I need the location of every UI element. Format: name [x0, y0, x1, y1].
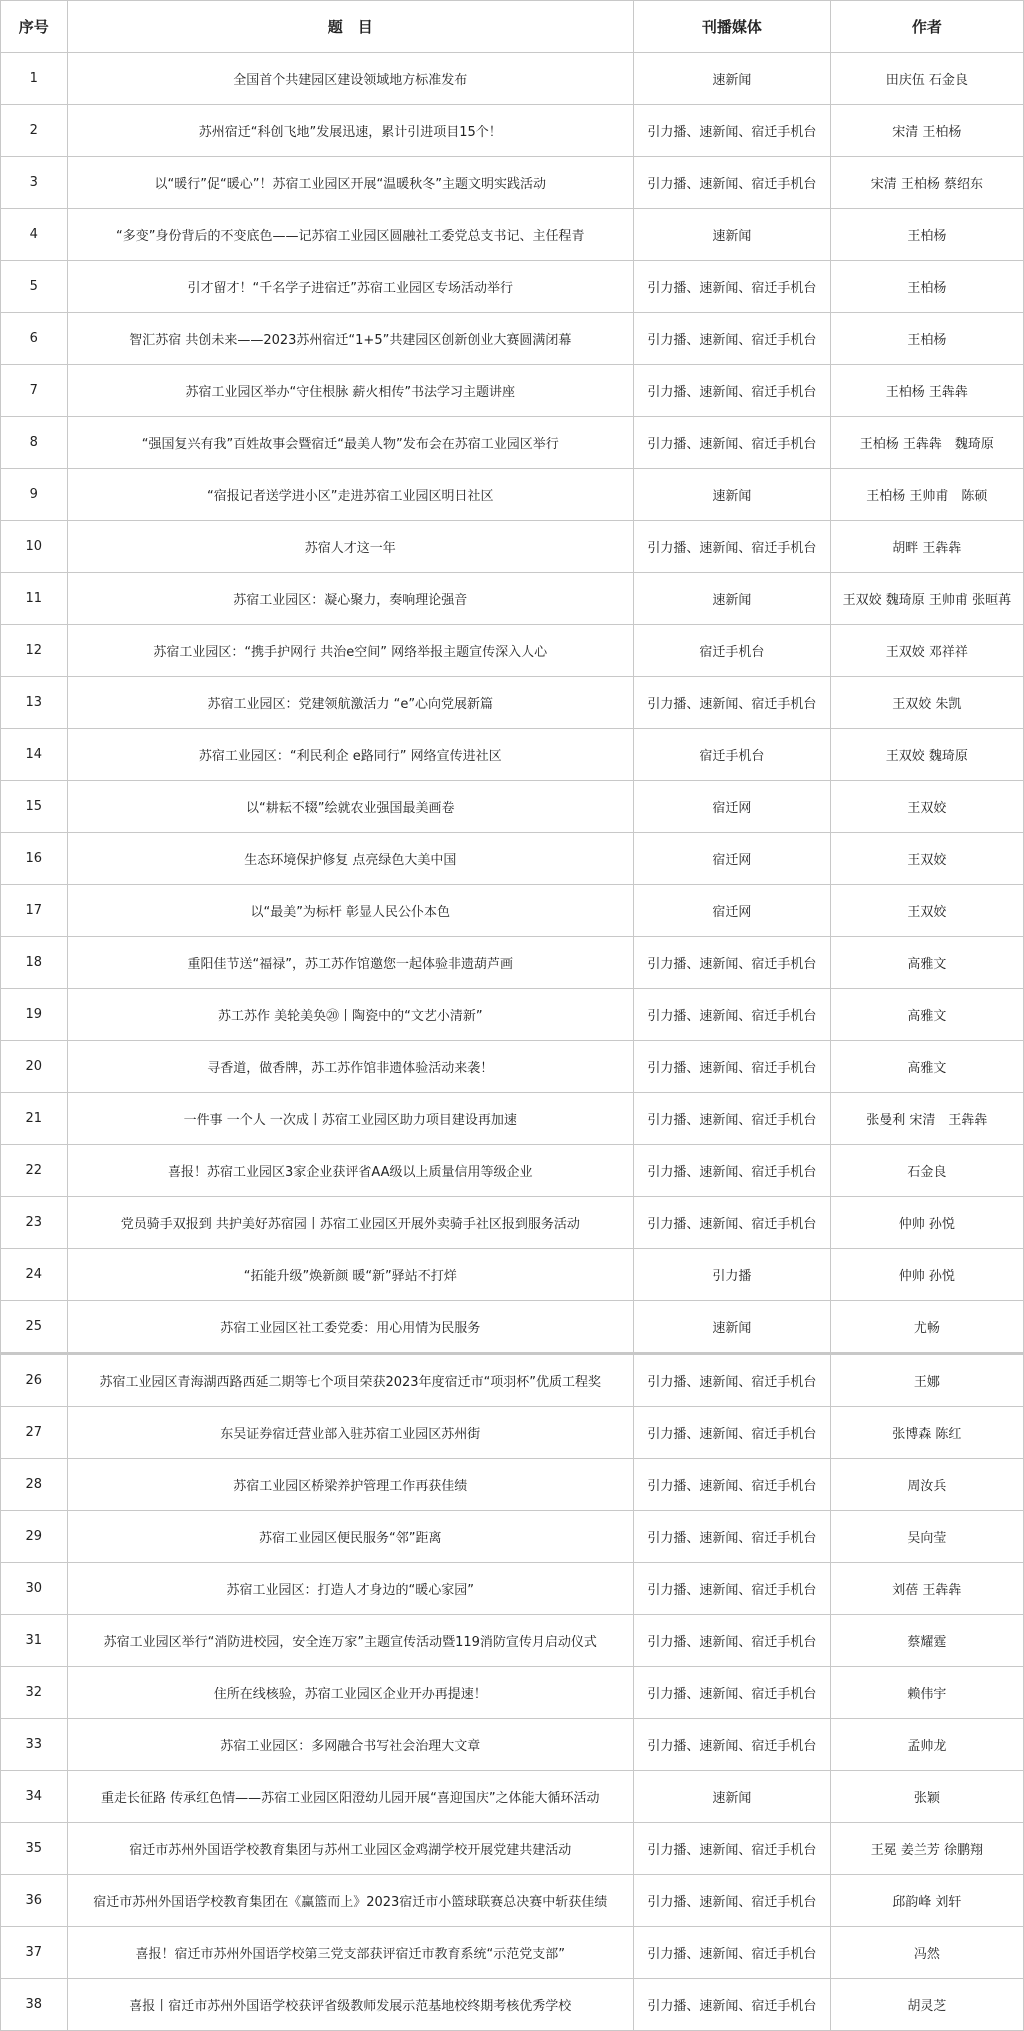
cell-author: 王柏杨 [830, 313, 1023, 365]
cell-no: 38 [1, 1979, 68, 2031]
table-row [1, 729, 1024, 781]
cell-author: 王双姣 朱凯 [830, 677, 1023, 729]
cell-title: 住所在线核验，苏宿工业园区企业开办再提速！ [67, 1667, 633, 1719]
table-row [1, 1771, 1024, 1823]
table-row [1, 1197, 1024, 1249]
table-row [1, 1979, 1024, 2031]
cell-author: 仲帅 孙悦 [830, 1249, 1023, 1301]
cell-author: 尤畅 [830, 1301, 1023, 1354]
cell-no: 16 [1, 833, 68, 885]
cell-media: 引力播、速新闻、宿迁手机台 [633, 1979, 830, 2031]
cell-media: 引力播、速新闻、宿迁手机台 [633, 1459, 830, 1511]
cell-media: 引力播、速新闻、宿迁手机台 [633, 1145, 830, 1197]
cell-author: 田庆伍 石金良 [830, 53, 1023, 105]
cell-media: 速新闻 [633, 209, 830, 261]
cell-media: 引力播、速新闻、宿迁手机台 [633, 989, 830, 1041]
cell-no: 6 [1, 313, 68, 365]
cell-no: 31 [1, 1615, 68, 1667]
cell-title: 引才留才！“千名学子进宿迁”苏宿工业园区专场活动举行 [67, 261, 633, 313]
table-row [1, 365, 1024, 417]
cell-author: 张博森 陈红 [830, 1407, 1023, 1459]
cell-no: 13 [1, 677, 68, 729]
cell-no: 35 [1, 1823, 68, 1875]
cell-no: 18 [1, 937, 68, 989]
cell-title: 东吴证券宿迁营业部入驻苏宿工业园区苏州街 [67, 1407, 633, 1459]
cell-title: 以“最美”为标杆 彰显人民公仆本色 [67, 885, 633, 937]
table-row [1, 469, 1024, 521]
cell-title: 苏宿工业园区：“携手护网行 共治e空间” 网络举报主题宣传深入人心 [67, 625, 633, 677]
header-row [1, 1, 1024, 53]
cell-media: 宿迁手机台 [633, 625, 830, 677]
table-row [1, 781, 1024, 833]
cell-title: 一件事 一个人 一次成丨苏宿工业园区助力项目建设再加速 [67, 1093, 633, 1145]
header-author: 作者 [830, 1, 1023, 53]
cell-media: 引力播、速新闻、宿迁手机台 [633, 1719, 830, 1771]
cell-media: 引力播、速新闻、宿迁手机台 [633, 313, 830, 365]
cell-author: 冯然 [830, 1927, 1023, 1979]
table-row [1, 1667, 1024, 1719]
cell-author: 赖伟宇 [830, 1667, 1023, 1719]
cell-author: 王娜 [830, 1354, 1023, 1407]
cell-no: 27 [1, 1407, 68, 1459]
cell-title: 苏宿工业园区桥梁养护管理工作再获佳绩 [67, 1459, 633, 1511]
cell-title: 重阳佳节送“福禄”，苏工苏作馆邀您一起体验非遗葫芦画 [67, 937, 633, 989]
cell-media: 速新闻 [633, 469, 830, 521]
cell-media: 宿迁网 [633, 781, 830, 833]
cell-title: 苏宿工业园区便民服务“邻”距离 [67, 1511, 633, 1563]
cell-title: 苏宿人才这一年 [67, 521, 633, 573]
cell-title: 宿迁市苏州外国语学校教育集团与苏州工业园区金鸡湖学校开展党建共建活动 [67, 1823, 633, 1875]
cell-media: 引力播、速新闻、宿迁手机台 [633, 937, 830, 989]
cell-no: 32 [1, 1667, 68, 1719]
cell-no: 30 [1, 1563, 68, 1615]
cell-no: 2 [1, 105, 68, 157]
cell-title: 宿迁市苏州外国语学校教育集团在《赢篮而上》2023宿迁市小篮球联赛总决赛中斩获佳绩 [67, 1875, 633, 1927]
cell-no: 24 [1, 1249, 68, 1301]
cell-author: 王柏杨 [830, 261, 1023, 313]
cell-title: 以“耕耘不辍”绘就农业强国最美画卷 [67, 781, 633, 833]
cell-title: 喜报丨宿迁市苏州外国语学校获评省级教师发展示范基地校终期考核优秀学校 [67, 1979, 633, 2031]
cell-title: “强国复兴有我”百姓故事会暨宿迁“最美人物”发布会在苏宿工业园区举行 [67, 417, 633, 469]
table-row [1, 1615, 1024, 1667]
table-row [1, 1875, 1024, 1927]
cell-title: 苏宿工业园区：凝心聚力，奏响理论强音 [67, 573, 633, 625]
cell-media: 引力播、速新闻、宿迁手机台 [633, 521, 830, 573]
cell-title: 重走长征路 传承红色情——苏宿工业园区阳澄幼儿园开展“喜迎国庆”之体能大循环活动 [67, 1771, 633, 1823]
cell-title: 苏宿工业园区：“利民利企 e路同行” 网络宣传进社区 [67, 729, 633, 781]
cell-author: 蔡耀霆 [830, 1615, 1023, 1667]
cell-media: 引力播、速新闻、宿迁手机台 [633, 261, 830, 313]
table-row [1, 1249, 1024, 1301]
table-row [1, 937, 1024, 989]
cell-media: 引力播、速新闻、宿迁手机台 [633, 365, 830, 417]
table-row [1, 1459, 1024, 1511]
cell-no: 20 [1, 1041, 68, 1093]
cell-author: 王双姣 魏琦原 王帅甫 张晅苒 [830, 573, 1023, 625]
cell-author: 周汝兵 [830, 1459, 1023, 1511]
cell-no: 14 [1, 729, 68, 781]
cell-author: 王柏杨 [830, 209, 1023, 261]
cell-no: 17 [1, 885, 68, 937]
cell-media: 宿迁网 [633, 833, 830, 885]
cell-no: 29 [1, 1511, 68, 1563]
table-row [1, 53, 1024, 105]
cell-author: 王双姣 [830, 781, 1023, 833]
table-row [1, 1301, 1024, 1354]
cell-author: 刘蓓 王犇犇 [830, 1563, 1023, 1615]
cell-media: 宿迁网 [633, 885, 830, 937]
cell-author: 王冕 姜兰芳 徐鹏翔 [830, 1823, 1023, 1875]
cell-media: 速新闻 [633, 53, 830, 105]
cell-no: 1 [1, 53, 68, 105]
table-row [1, 677, 1024, 729]
cell-no: 33 [1, 1719, 68, 1771]
cell-no: 22 [1, 1145, 68, 1197]
table-row [1, 1145, 1024, 1197]
cell-media: 引力播、速新闻、宿迁手机台 [633, 1615, 830, 1667]
cell-author: 石金良 [830, 1145, 1023, 1197]
cell-title: 苏工苏作 美轮美奂⑳丨陶瓷中的“文艺小清新” [67, 989, 633, 1041]
cell-media: 引力播、速新闻、宿迁手机台 [633, 1354, 830, 1407]
cell-no: 19 [1, 989, 68, 1041]
cell-media: 引力播、速新闻、宿迁手机台 [633, 1093, 830, 1145]
cell-no: 36 [1, 1875, 68, 1927]
cell-author: 高雅文 [830, 937, 1023, 989]
cell-title: “多变”身份背后的不变底色——记苏宿工业园区圆融社工委党总支书记、主任程青 [67, 209, 633, 261]
cell-media: 引力播、速新闻、宿迁手机台 [633, 417, 830, 469]
cell-no: 26 [1, 1354, 68, 1407]
cell-title: “宿报记者送学进小区”走进苏宿工业园区明日社区 [67, 469, 633, 521]
table-row [1, 1041, 1024, 1093]
table-row [1, 1719, 1024, 1771]
cell-no: 15 [1, 781, 68, 833]
cell-title: 苏宿工业园区举行“消防进校园，安全连万家”主题宣传活动暨119消防宣传月启动仪式 [67, 1615, 633, 1667]
table-row [1, 625, 1024, 677]
cell-media: 宿迁手机台 [633, 729, 830, 781]
cell-no: 3 [1, 157, 68, 209]
table-row [1, 261, 1024, 313]
cell-title: 党员骑手双报到 共护美好苏宿园丨苏宿工业园区开展外卖骑手社区报到服务活动 [67, 1197, 633, 1249]
cell-title: 苏宿工业园区青海湖西路西延二期等七个项目荣获2023年度宿迁市“项羽杯”优质工程奖 [67, 1354, 633, 1407]
cell-no: 12 [1, 625, 68, 677]
cell-author: 宋清 王柏杨 [830, 105, 1023, 157]
table-row [1, 313, 1024, 365]
cell-author: 宋清 王柏杨 蔡绍东 [830, 157, 1023, 209]
cell-author: 仲帅 孙悦 [830, 1197, 1023, 1249]
table-row [1, 1823, 1024, 1875]
cell-media: 速新闻 [633, 573, 830, 625]
cell-no: 21 [1, 1093, 68, 1145]
cell-media: 引力播、速新闻、宿迁手机台 [633, 1823, 830, 1875]
cell-media: 引力播、速新闻、宿迁手机台 [633, 1041, 830, 1093]
cell-author: 高雅文 [830, 1041, 1023, 1093]
table-row [1, 521, 1024, 573]
table-row [1, 1354, 1024, 1407]
cell-no: 25 [1, 1301, 68, 1354]
cell-media: 引力播、速新闻、宿迁手机台 [633, 1563, 830, 1615]
cell-author: 王双姣 魏琦原 [830, 729, 1023, 781]
cell-media: 速新闻 [633, 1301, 830, 1354]
header-no: 序号 [1, 1, 68, 53]
cell-media: 引力播、速新闻、宿迁手机台 [633, 1407, 830, 1459]
cell-media: 引力播、速新闻、宿迁手机台 [633, 1511, 830, 1563]
table-row [1, 833, 1024, 885]
cell-media: 引力播、速新闻、宿迁手机台 [633, 1667, 830, 1719]
cell-title: 智汇苏宿 共创未来——2023苏州宿迁“1+5”共建园区创新创业大赛圆满闭幕 [67, 313, 633, 365]
cell-author: 张颖 [830, 1771, 1023, 1823]
cell-no: 10 [1, 521, 68, 573]
table-body [1, 53, 1024, 2031]
cell-author: 王双姣 [830, 833, 1023, 885]
cell-no: 23 [1, 1197, 68, 1249]
cell-media: 速新闻 [633, 1771, 830, 1823]
cell-author: 胡畔 王犇犇 [830, 521, 1023, 573]
cell-author: 王柏杨 王犇犇 [830, 365, 1023, 417]
cell-title: 苏宿工业园区：打造人才身边的“暖心家园” [67, 1563, 633, 1615]
table-row [1, 1511, 1024, 1563]
cell-author: 吴向莹 [830, 1511, 1023, 1563]
cell-title: 苏宿工业园区举办“守住根脉 薪火相传”书法学习主题讲座 [67, 365, 633, 417]
cell-author: 邱韵峰 刘轩 [830, 1875, 1023, 1927]
table-row [1, 417, 1024, 469]
cell-title: “拓能升级”焕新颜 暖“新”驿站不打烊 [67, 1249, 633, 1301]
cell-media: 引力播、速新闻、宿迁手机台 [633, 1875, 830, 1927]
header-media: 刊播媒体 [633, 1, 830, 53]
table-row [1, 573, 1024, 625]
cell-author: 王柏杨 王犇犇 魏琦原 [830, 417, 1023, 469]
cell-media: 引力播、速新闻、宿迁手机台 [633, 1927, 830, 1979]
cell-media: 引力播、速新闻、宿迁手机台 [633, 677, 830, 729]
cell-title: 寻香道，做香牌，苏工苏作馆非遗体验活动来袭！ [67, 1041, 633, 1093]
cell-author: 张曼利 宋清 王犇犇 [830, 1093, 1023, 1145]
cell-author: 王双姣 邓祥祥 [830, 625, 1023, 677]
cell-author: 高雅文 [830, 989, 1023, 1041]
cell-media: 引力播、速新闻、宿迁手机台 [633, 1197, 830, 1249]
cell-title: 苏宿工业园区社工委党委：用心用情为民服务 [67, 1301, 633, 1354]
cell-title: 苏宿工业园区：多网融合书写社会治理大文章 [67, 1719, 633, 1771]
table-row [1, 989, 1024, 1041]
cell-author: 王双姣 [830, 885, 1023, 937]
cell-title: 苏州宿迁“科创飞地”发展迅速，累计引进项目15个！ [67, 105, 633, 157]
table-row [1, 105, 1024, 157]
cell-no: 8 [1, 417, 68, 469]
table-row [1, 1093, 1024, 1145]
cell-no: 9 [1, 469, 68, 521]
cell-no: 34 [1, 1771, 68, 1823]
table-row [1, 1563, 1024, 1615]
table-row [1, 1927, 1024, 1979]
cell-media: 引力播、速新闻、宿迁手机台 [633, 105, 830, 157]
cell-no: 28 [1, 1459, 68, 1511]
cell-media: 引力播 [633, 1249, 830, 1301]
cell-media: 引力播、速新闻、宿迁手机台 [633, 157, 830, 209]
cell-title: 喜报！苏宿工业园区3家企业获评省AA级以上质量信用等级企业 [67, 1145, 633, 1197]
cell-title: 全国首个共建园区建设领域地方标准发布 [67, 53, 633, 105]
table-row [1, 157, 1024, 209]
cell-title: 苏宿工业园区：党建领航激活力 “e”心向党展新篇 [67, 677, 633, 729]
cell-title: 喜报！宿迁市苏州外国语学校第三党支部获评宿迁市教育系统“示范党支部” [67, 1927, 633, 1979]
cell-no: 11 [1, 573, 68, 625]
cell-author: 王柏杨 王帅甫 陈硕 [830, 469, 1023, 521]
cell-no: 4 [1, 209, 68, 261]
cell-no: 7 [1, 365, 68, 417]
header-title: 题 目 [67, 1, 633, 53]
table-row [1, 209, 1024, 261]
cell-no: 5 [1, 261, 68, 313]
cell-author: 孟帅龙 [830, 1719, 1023, 1771]
table-row [1, 1407, 1024, 1459]
cell-title: 以“暖行”促“暖心”！苏宿工业园区开展“温暖秋冬”主题文明实践活动 [67, 157, 633, 209]
cell-title: 生态环境保护修复 点亮绿色大美中国 [67, 833, 633, 885]
cell-no: 37 [1, 1927, 68, 1979]
table-row [1, 885, 1024, 937]
cell-author: 胡灵芝 [830, 1979, 1023, 2031]
